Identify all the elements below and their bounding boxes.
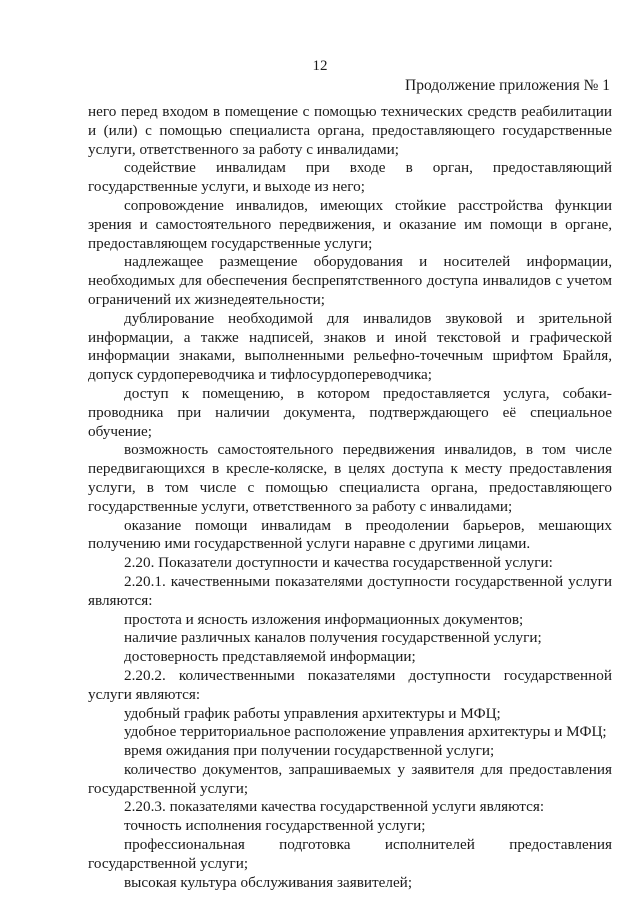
list-item: удобный график работы управления архитектуры и МФЦ;	[124, 704, 501, 722]
paragraph: надлежащее размещение оборудования и носителей информации, необходимых для обеспечения беспрепятственного доступа инвалидов с учетом ограничений их жизнедеятельности;	[88, 253, 612, 308]
paragraph: 2.20.2. количественными показателями доступности государственной услуги являются:	[88, 666, 612, 703]
appendix-note: Продолжение приложения № 1	[405, 77, 610, 94]
section-heading: 2.20. Показатели доступности и качества государственной услуги:	[124, 554, 553, 572]
paragraph: содействие инвалидам при входе в орган, предоставляющий государственные услуги, и выходе из него;	[88, 159, 612, 196]
paragraph: доступ к помещению, в котором предоставляется услуга, собаки-проводника при наличии документа, подтверждающего её специальное обучение;	[88, 384, 612, 440]
paragraph: него перед входом в помещение с помощью технических средств реабилитации и (или) с помощью специалиста органа, предоставляющего государственные услуги, ответственного за работу с инвалидами;	[88, 103, 612, 158]
list-item: удобное территориальное расположение управления архитектуры и МФЦ;	[124, 723, 607, 741]
paragraph: оказание помощи инвалидам в преодолении барьеров, мешающих получению ими государственной услуги наравне с другими лицами.	[88, 516, 612, 553]
paragraph: 2.20.3. показателями качества государственной услуги являются:	[124, 798, 545, 816]
document-body	[88, 103, 612, 892]
list-item: время ожидания при получении государственной услуги;	[124, 742, 495, 760]
paragraph: сопровождение инвалидов, имеющих стойкие расстройства функции зрения и самостоятельного передвижения, и оказание им помощи в органе, предоставляющем государственные услуги;	[88, 196, 612, 252]
paragraph: 2.20.1. качественными показателями доступности государственной услуги являются:	[88, 572, 612, 609]
list-item: простота и ясность изложения информационных документов;	[124, 610, 524, 628]
list-item: высокая культура обслуживания заявителей;	[124, 873, 413, 891]
list-item: точность исполнения государственной услуги;	[124, 817, 426, 835]
list-item: наличие различных каналов получения государственной услуги;	[124, 629, 542, 647]
list-item: количество документов, запрашиваемых у заявителя для предоставления государственной услуги;	[88, 760, 612, 797]
paragraph: возможность самостоятельного передвижения инвалидов, в том числе передвигающихся в кресле-коляске, в целях доступа к месту предоставления услуги, в том числе с помощью специалиста органа, предоставляющего государственные услуги, ответственного за работу с инвалидами;	[88, 441, 612, 515]
list-item: профессиональная подготовка исполнителей предоставления государственной услуги;	[88, 836, 612, 872]
paragraph: дублирование необходимой для инвалидов звуковой и зрительной информации, а также надписей, знаков и иной текстовой и графической информации знаками, выполненными рельефно-точечным шрифтом Брайля, допуск сурдопереводчика и тифлосурдопереводчика;	[88, 309, 612, 384]
list-item: достоверность представляемой информации;	[124, 648, 416, 666]
page-number: 12	[312, 58, 328, 74]
